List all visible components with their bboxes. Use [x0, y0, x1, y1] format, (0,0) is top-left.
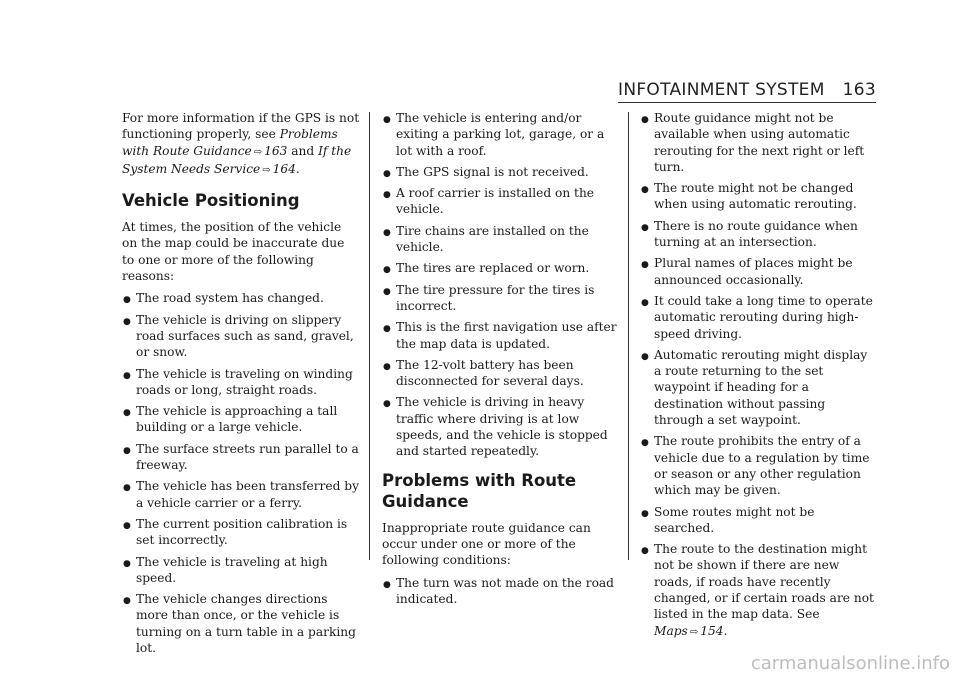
link-system-needs-service[interactable]: If the System Needs Service	[122, 143, 352, 176]
list-item	[382, 282, 620, 315]
list-item-text: The vehicle is driving on slippery road surfaces such as sand, gravel, or snow.	[136, 312, 354, 360]
bullet-icon: ●	[123, 558, 131, 569]
bullet-icon: ●	[383, 115, 391, 125]
page-header	[618, 80, 876, 100]
list-item	[122, 478, 360, 511]
list-item: ● The route to the destination might not be shown if there are new roads, if roads have recently changed, or if certain roads are not listed in the map data. See Maps ⇨ 154.	[641, 542, 874, 638]
list-item-text: It could take a long time to operate automatic rerouting during high-speed driving.	[654, 293, 873, 341]
list-item-text: The tires are replaced or worn.	[396, 261, 590, 276]
list-item	[382, 110, 620, 159]
page-ref-arrow-icon: ⇨	[253, 146, 263, 158]
list-item-text: The vehicle changes directions more than once, or the vehicle is turning on a turn table in a parking lot.	[136, 592, 356, 656]
heading-problems-route-guidance: Problems with Route Guidance	[382, 470, 577, 511]
watermark-text: carmanualsonline.info	[750, 653, 950, 674]
list-item	[382, 164, 620, 180]
list-item	[382, 394, 620, 459]
bullet-icon: ●	[123, 520, 131, 531]
heading-vehicle-positioning: Vehicle Positioning	[122, 191, 300, 211]
intro-paragraph: For more information if the GPS is not functioning properly, see Problems with Route Guidance ⇨ 163 and If the System Needs Service ⇨ 164.	[122, 111, 360, 176]
list-item-text: The 12-volt battery has been disconnected for several days.	[396, 357, 584, 389]
bullet-icon: ●	[641, 438, 649, 449]
bullet-icon: ●	[123, 295, 131, 306]
list-item	[122, 403, 360, 436]
column-divider-2	[628, 112, 629, 560]
list-item-text: Tire chains are installed on the vehicle.	[396, 223, 589, 255]
page-ref-arrow-icon: ⇨	[689, 626, 699, 638]
page-number: 163	[842, 80, 876, 100]
list-item-text: Plural names of places might be announced occasionally.	[654, 256, 853, 287]
list-item-text: Automatic rerouting might display a route returning to the set waypoint if heading for a destination without passing through a set waypoint.	[654, 347, 868, 428]
list-item	[122, 591, 360, 656]
list-item	[122, 554, 360, 587]
list-item-text: There is no route guidance when turning at an intersection.	[654, 218, 858, 250]
list-item-text: The vehicle has been transferred by a vehicle carrier or a ferry.	[136, 479, 359, 510]
list-item	[382, 223, 620, 256]
link-maps[interactable]: Maps	[654, 623, 688, 638]
positioning-reasons-list-cont	[382, 110, 620, 460]
bullet-icon: ●	[383, 190, 391, 201]
page-ref-154[interactable]: 154	[700, 623, 724, 638]
list-item-text: The tire pressure for the tires is incorrect.	[396, 282, 595, 313]
column-1	[122, 110, 360, 661]
section-title: INFOTAINMENT SYSTEM	[618, 80, 825, 100]
bullet-icon: ●	[383, 265, 391, 276]
list-item-text: The turn was not made on the road indicated.	[396, 575, 614, 606]
bullet-icon: ●	[123, 596, 131, 607]
bullet-icon: ●	[383, 227, 391, 238]
bullet-icon: ●	[641, 260, 649, 271]
list-item	[640, 110, 878, 175]
list-item-text: The GPS signal is not received.	[396, 164, 589, 179]
route-guidance-conditions-list	[382, 575, 620, 608]
list-item-text: The vehicle is driving in heavy traffic where driving is at low speeds, and the vehicle is stopped and started repeatedly.	[396, 395, 608, 459]
route-guidance-paragraph: Inappropriate route guidance can occur under one or more of the following conditions:	[382, 520, 591, 568]
column-3	[640, 110, 878, 646]
route-guidance-conditions-list-cont	[640, 110, 878, 536]
list-item	[122, 366, 360, 399]
list-item	[640, 293, 878, 342]
list-item	[122, 290, 360, 306]
page-ref-163[interactable]: 163	[264, 143, 288, 158]
bullet-icon: ●	[383, 286, 391, 297]
list-item	[640, 433, 878, 498]
final-condition-list	[640, 541, 878, 641]
list-item	[640, 218, 878, 251]
bullet-icon: ●	[641, 297, 649, 308]
list-item-text: The road system has changed.	[136, 291, 324, 306]
list-item	[122, 441, 360, 474]
list-item-text: Some routes might not be searched.	[654, 504, 815, 535]
bullet-icon: ●	[123, 483, 131, 494]
list-item-text: The current position calibration is set incorrectly.	[136, 516, 348, 548]
link-problems-route-guidance[interactable]: Problems with Route Guidance	[122, 127, 338, 158]
list-item-text: This is the first navigation use after the map data is updated.	[396, 320, 617, 351]
positioning-paragraph: At times, the position of the vehicle on the map could be inaccurate due to one or more of the following reasons:	[122, 220, 345, 284]
column-2	[382, 110, 620, 612]
bullet-icon: ●	[641, 185, 649, 196]
bullet-icon: ●	[383, 324, 391, 335]
list-item-text: The vehicle is approaching a tall building or a large vehicle.	[136, 404, 338, 435]
page-ref-164[interactable]: 164	[272, 161, 296, 176]
bullet-icon: ●	[641, 546, 649, 557]
list-item-text: The vehicle is traveling on winding roads or long, straight roads.	[136, 366, 353, 397]
list-item-text: Route guidance might not be available when using automatic rerouting for the next right or left turn.	[654, 111, 865, 174]
bullet-icon: ●	[641, 222, 649, 233]
bullet-icon: ●	[641, 115, 649, 125]
bullet-icon: ●	[641, 508, 649, 519]
positioning-reasons-list	[122, 290, 360, 656]
list-item	[382, 319, 620, 352]
bullet-icon: ●	[641, 351, 649, 362]
list-item-text: The vehicle is traveling at high speed.	[136, 554, 328, 585]
page-ref-arrow-icon: ⇨	[262, 164, 271, 176]
bullet-icon: ●	[383, 399, 391, 410]
list-item	[640, 347, 878, 428]
bullet-icon: ●	[383, 361, 391, 372]
list-item	[640, 504, 878, 537]
list-item	[122, 516, 360, 549]
list-item	[122, 312, 360, 361]
list-item	[382, 185, 620, 218]
bullet-icon: ●	[383, 168, 391, 179]
header-rule	[618, 102, 876, 103]
column-divider-1	[369, 112, 370, 560]
bullet-icon: ●	[123, 316, 131, 327]
bullet-icon: ●	[123, 445, 131, 456]
bullet-icon: ●	[123, 408, 131, 419]
list-item-text: The route might not be changed when using automatic rerouting.	[654, 181, 857, 212]
bullet-icon: ●	[123, 370, 131, 381]
list-item-text: The vehicle is entering and/or exiting a parking lot, garage, or a lot with a roof.	[396, 111, 605, 158]
list-item	[640, 180, 878, 213]
list-item-text: A roof carrier is installed on the vehicle.	[396, 186, 595, 217]
list-item-text: The route prohibits the entry of a vehicle due to a regulation by time or season or any other regulation which may be given.	[654, 434, 870, 498]
bullet-icon: ●	[383, 579, 391, 590]
list-item	[382, 357, 620, 390]
list-item	[382, 260, 620, 276]
list-item	[382, 575, 620, 608]
list-item-text: The surface streets run parallel to a freeway.	[136, 441, 359, 473]
list-item	[640, 255, 878, 288]
